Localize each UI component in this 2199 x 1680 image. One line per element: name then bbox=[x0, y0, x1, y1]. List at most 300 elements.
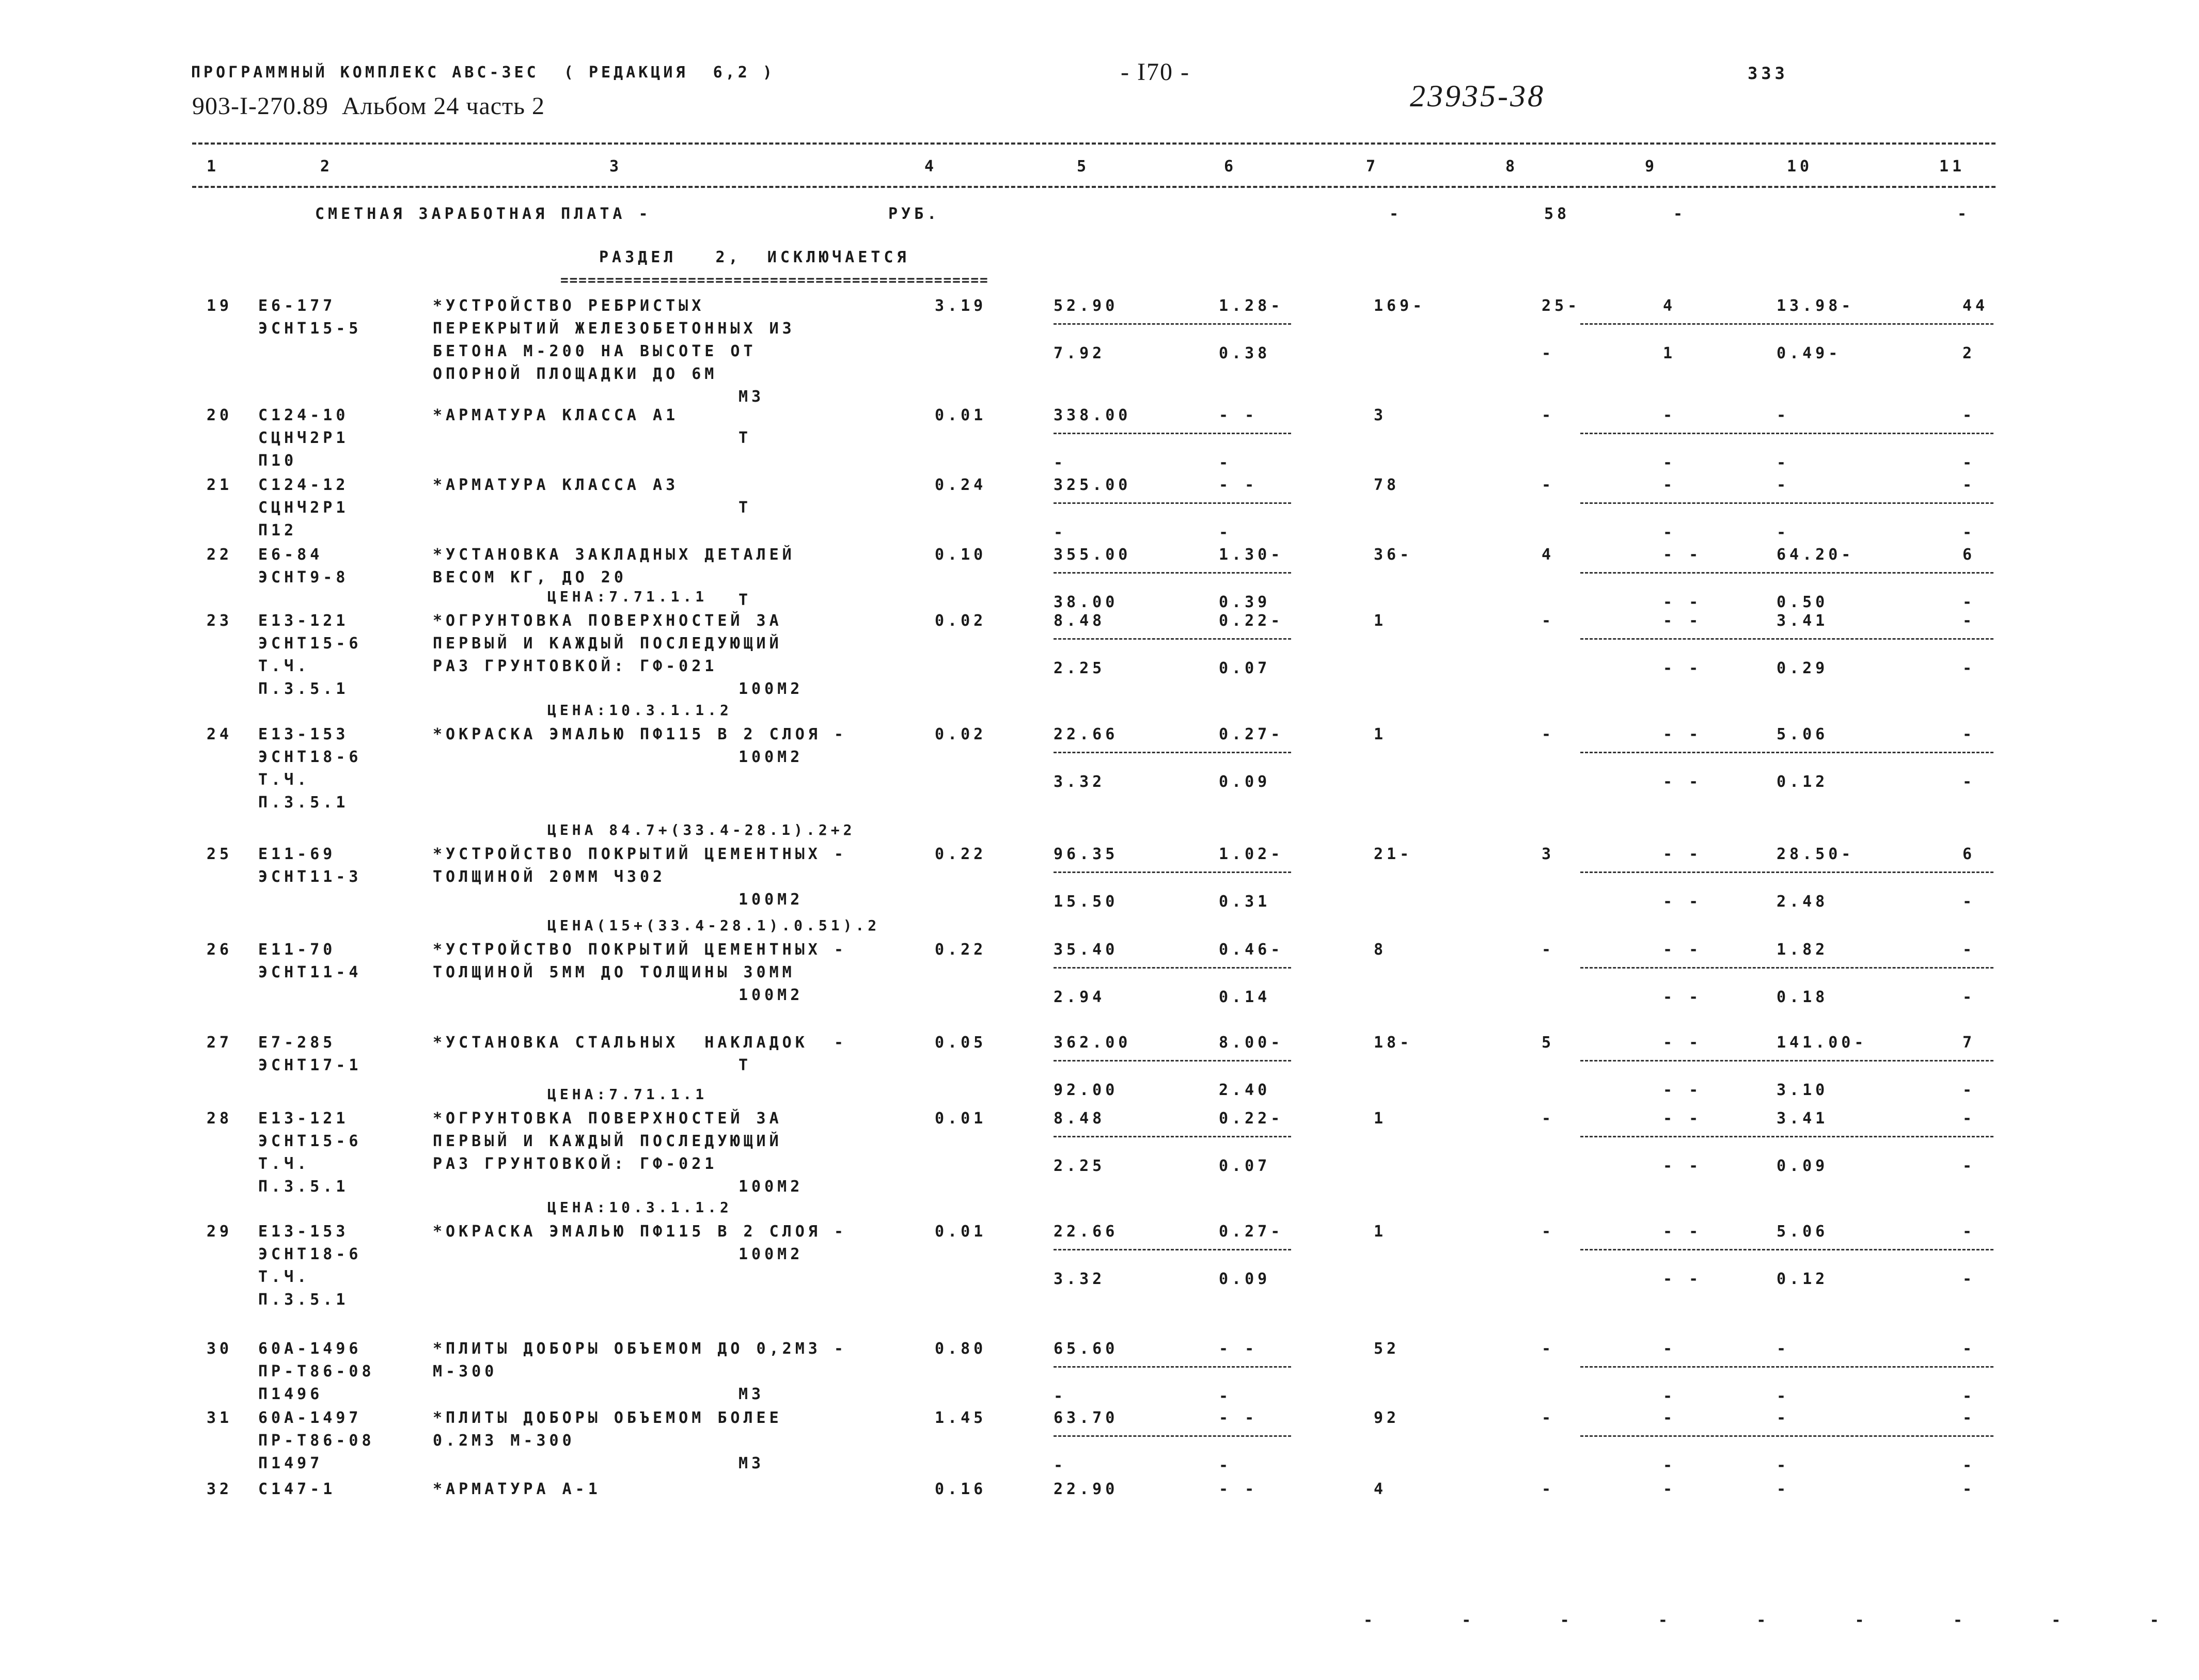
row-col10: 28.50- bbox=[1777, 845, 1855, 863]
row-unit: М3 bbox=[739, 1385, 765, 1403]
row-wage-price: 0.27- bbox=[1219, 725, 1284, 743]
section-underline: =============================================== bbox=[560, 273, 989, 288]
summary-unit: РУБ. bbox=[888, 205, 940, 223]
row-col10: - bbox=[1777, 1340, 1790, 1358]
row-unit-price-wage: 92.00 bbox=[1054, 1081, 1119, 1099]
row-number: 22 bbox=[207, 546, 233, 564]
row-number: 30 bbox=[207, 1340, 233, 1358]
row-col11-sub: - bbox=[1962, 593, 1976, 611]
row-col8: - bbox=[1542, 1223, 1555, 1241]
row-subline-rule bbox=[1580, 638, 1993, 640]
row-description: ПЕРЕКРЫТИЙ ЖЕЛЕЗОБЕТОННЫХ ИЗ bbox=[433, 320, 795, 338]
row-col10: 1.82 bbox=[1777, 941, 1829, 959]
row-description: *ОКРАСКА ЭМАЛЬЮ ПФ115 В 2 СЛОЯ - bbox=[433, 725, 847, 743]
row-col10-sub: - bbox=[1777, 1387, 1790, 1405]
row-unit-price: 338.00 bbox=[1054, 406, 1132, 424]
row-col11-sub: - bbox=[1962, 1387, 1976, 1405]
row-col10: 5.06 bbox=[1777, 1223, 1829, 1241]
row-unit: Т bbox=[739, 1056, 752, 1074]
row-description: ПЕРВЫЙ И КАЖДЫЙ ПОСЛЕДУЮЩИЙ bbox=[433, 1132, 782, 1150]
row-quantity: 0.10 bbox=[935, 546, 987, 564]
row-description: *УСТАНОВКА ЗАКЛАДНЫХ ДЕТАЛЕЙ bbox=[433, 546, 795, 564]
row-wage-sub: - bbox=[1219, 1387, 1232, 1405]
row-col8: - bbox=[1542, 476, 1555, 494]
table-head-rule bbox=[192, 186, 1996, 188]
row-price-note: ЦЕНА(15+(33.4-28.1).0.51).2 bbox=[547, 917, 881, 934]
row-col9: - - bbox=[1663, 1110, 1702, 1128]
row-description: *ОГРУНТОВКА ПОВЕРХНОСТЕЙ ЗА bbox=[433, 612, 782, 630]
row-col9-sub: - - bbox=[1663, 988, 1702, 1006]
row-unit-price: 22.90 bbox=[1054, 1480, 1119, 1498]
column-number-6: 6 bbox=[1224, 157, 1237, 176]
row-quantity: 0.80 bbox=[935, 1340, 987, 1358]
row-description: *УСТАНОВКА СТАЛЬНЫХ НАКЛАДОК - bbox=[433, 1034, 847, 1052]
row-code: ЭСНТ11-3 bbox=[258, 868, 362, 886]
row-col11-sub: - bbox=[1962, 524, 1976, 542]
row-total-cost: 1 bbox=[1374, 1110, 1387, 1128]
row-code: Т.Ч. bbox=[258, 657, 310, 675]
column-number-2: 2 bbox=[320, 157, 334, 176]
row-unit: 100М2 bbox=[739, 1245, 804, 1263]
row-wage-sub: 0.38 bbox=[1219, 344, 1271, 362]
row-total-cost: 21- bbox=[1374, 845, 1413, 863]
row-unit: 100М2 bbox=[739, 748, 804, 766]
row-wage-price: 1.28- bbox=[1219, 297, 1284, 315]
row-col9: - bbox=[1663, 476, 1676, 494]
row-description: *АРМАТУРА КЛАССА А3 bbox=[433, 476, 679, 494]
row-unit-price: 325.00 bbox=[1054, 476, 1132, 494]
row-number: 19 bbox=[207, 297, 233, 315]
row-code: Е13-121 bbox=[258, 1110, 349, 1128]
row-description: *ПЛИТЫ ДОБОРЫ ОБЪЕМОМ ДО 0,2М3 - bbox=[433, 1340, 847, 1358]
row-col9-sub: - - bbox=[1663, 1157, 1702, 1175]
row-wage-price: - - bbox=[1219, 1480, 1258, 1498]
row-subline-rule bbox=[1054, 1136, 1291, 1137]
row-col8: - bbox=[1542, 941, 1555, 959]
column-number-1: 1 bbox=[207, 157, 220, 176]
row-unit-price-wage: - bbox=[1054, 454, 1067, 472]
row-code: П1497 bbox=[258, 1454, 323, 1472]
row-code: ПР-Т86-08 bbox=[258, 1432, 375, 1450]
album-reference: 903-I-270.89 Альбом 24 часть 2 bbox=[192, 92, 545, 120]
row-col10-sub: 0.50 bbox=[1777, 593, 1829, 611]
row-col9: 4 bbox=[1663, 297, 1676, 315]
row-col11-sub: - bbox=[1962, 454, 1976, 472]
column-number-8: 8 bbox=[1505, 157, 1519, 176]
row-code: Т.Ч. bbox=[258, 1268, 310, 1286]
row-description: *АРМАТУРА КЛАССА А1 bbox=[433, 406, 679, 424]
footer-dashes: - - - - - - - - - bbox=[1363, 1611, 2170, 1629]
row-total-cost: 3 bbox=[1374, 406, 1387, 424]
row-code: Е13-121 bbox=[258, 612, 349, 630]
row-total-cost: 4 bbox=[1374, 1480, 1387, 1498]
row-col10-sub: 0.29 bbox=[1777, 659, 1829, 677]
row-code: ПР-Т86-08 bbox=[258, 1362, 375, 1381]
row-col11: - bbox=[1962, 406, 1976, 424]
row-col11-sub: - bbox=[1962, 1270, 1976, 1288]
row-number: 23 bbox=[207, 612, 233, 630]
row-col11: - bbox=[1962, 941, 1976, 959]
row-unit-price-wage: 3.32 bbox=[1054, 1270, 1106, 1288]
row-code: СЦНЧ2Р1 bbox=[258, 499, 349, 517]
row-code: ЭСНТ18-6 bbox=[258, 1245, 362, 1263]
row-number: 29 bbox=[207, 1223, 233, 1241]
row-col9-sub: - - bbox=[1663, 893, 1702, 911]
row-total-cost: 1 bbox=[1374, 1223, 1387, 1241]
row-subline-rule bbox=[1054, 433, 1291, 434]
row-description: ОПОРНОЙ ПЛОЩАДКИ ДО 6М bbox=[433, 365, 718, 383]
row-unit: 100М2 bbox=[739, 680, 804, 698]
row-col10-sub: 3.10 bbox=[1777, 1081, 1829, 1099]
column-number-9: 9 bbox=[1645, 157, 1658, 176]
row-col10: 5.06 bbox=[1777, 725, 1829, 743]
row-unit: М3 bbox=[739, 388, 765, 406]
row-description: *УСТРОЙСТВО ПОКРЫТИЙ ЦЕМЕНТНЫХ - bbox=[433, 941, 847, 959]
row-col8: 5 bbox=[1542, 1034, 1555, 1052]
row-unit-price-wage: 7.92 bbox=[1054, 344, 1106, 362]
row-col11-sub: - bbox=[1962, 1157, 1976, 1175]
row-number: 21 bbox=[207, 476, 233, 494]
row-total-cost: 1 bbox=[1374, 612, 1387, 630]
row-description: ТОЛЩИНОЙ 20ММ Ч302 bbox=[433, 868, 666, 886]
row-total-cost: 52 bbox=[1374, 1340, 1400, 1358]
row-col10: 3.41 bbox=[1777, 612, 1829, 630]
row-subline-rule bbox=[1054, 1060, 1291, 1061]
row-col9: - bbox=[1663, 1409, 1676, 1427]
row-col11: - bbox=[1962, 1480, 1976, 1498]
row-total-cost: 78 bbox=[1374, 476, 1400, 494]
row-unit: Т bbox=[739, 591, 752, 609]
row-total-cost: 36- bbox=[1374, 546, 1413, 564]
page-number: - I70 - bbox=[1121, 58, 1190, 86]
row-wage-price: 0.27- bbox=[1219, 1223, 1284, 1241]
row-col10-sub: 2.48 bbox=[1777, 893, 1829, 911]
section-title: РАЗДЕЛ 2, ИСКЛЮЧАЕТСЯ bbox=[599, 248, 910, 266]
row-total-cost: 1 bbox=[1374, 725, 1387, 743]
row-quantity: 0.24 bbox=[935, 476, 987, 494]
row-wage-price: 1.30- bbox=[1219, 546, 1284, 564]
row-price-note: ЦЕНА:10.3.1.1.2 bbox=[547, 1199, 732, 1216]
row-wage-sub: 0.07 bbox=[1219, 1157, 1271, 1175]
row-code: П.3.5.1 bbox=[258, 794, 349, 812]
row-col9-sub: 1 bbox=[1663, 344, 1676, 362]
row-wage-sub: 0.39 bbox=[1219, 593, 1271, 611]
row-unit-price-wage: 15.50 bbox=[1054, 893, 1119, 911]
row-code: С147-1 bbox=[258, 1480, 336, 1498]
row-col11: - bbox=[1962, 612, 1976, 630]
row-wage-price: - - bbox=[1219, 1340, 1258, 1358]
row-col8: 25- bbox=[1542, 297, 1581, 315]
row-col10-sub: 0.12 bbox=[1777, 1270, 1829, 1288]
row-subline-rule bbox=[1054, 323, 1291, 325]
row-code: П1496 bbox=[258, 1385, 323, 1403]
row-unit-price-wage: 38.00 bbox=[1054, 593, 1119, 611]
row-subline-rule bbox=[1054, 572, 1291, 574]
row-wage-sub: 0.09 bbox=[1219, 1270, 1271, 1288]
row-col8: - bbox=[1542, 1409, 1555, 1427]
row-wage-sub: 0.31 bbox=[1219, 893, 1271, 911]
row-col8: - bbox=[1542, 1110, 1555, 1128]
summary-c11: - bbox=[1957, 205, 1971, 223]
row-col11: - bbox=[1962, 725, 1976, 743]
row-col11: 44 bbox=[1962, 297, 1989, 315]
row-code: СЦНЧ2Р1 bbox=[258, 429, 349, 447]
row-wage-price: 1.02- bbox=[1219, 845, 1284, 863]
summary-c8: 58 bbox=[1544, 205, 1570, 223]
summary-c7: - bbox=[1389, 205, 1403, 223]
row-unit: 100М2 bbox=[739, 986, 804, 1004]
row-unit-price: 355.00 bbox=[1054, 546, 1132, 564]
row-col9-sub: - bbox=[1663, 1456, 1676, 1475]
row-subline-rule bbox=[1580, 572, 1993, 574]
row-subline-rule bbox=[1580, 433, 1993, 434]
row-unit-price: 35.40 bbox=[1054, 941, 1119, 959]
row-col11: 7 bbox=[1962, 1034, 1976, 1052]
row-number: 26 bbox=[207, 941, 233, 959]
row-col9: - - bbox=[1663, 1034, 1702, 1052]
row-col9-sub: - - bbox=[1663, 1270, 1702, 1288]
row-code: ЭСНТ17-1 bbox=[258, 1056, 362, 1074]
row-description: ВЕСОМ КГ, ДО 20 bbox=[433, 568, 627, 587]
row-subline-rule bbox=[1054, 967, 1291, 969]
row-code: П12 bbox=[258, 521, 297, 540]
row-col10: - bbox=[1777, 476, 1790, 494]
row-col11: - bbox=[1962, 1110, 1976, 1128]
row-col9-sub: - bbox=[1663, 454, 1676, 472]
row-quantity: 0.01 bbox=[935, 1110, 987, 1128]
sheet-number: 333 bbox=[1748, 64, 1788, 83]
row-subline-rule bbox=[1054, 1366, 1291, 1368]
row-code: ЭСНТ15-6 bbox=[258, 635, 362, 653]
row-code: П10 bbox=[258, 452, 297, 470]
row-subline-rule bbox=[1054, 1435, 1291, 1437]
row-description: М-300 bbox=[433, 1362, 498, 1381]
row-col9-sub: - bbox=[1663, 524, 1676, 542]
row-description: *АРМАТУРА А-1 bbox=[433, 1480, 601, 1498]
column-number-7: 7 bbox=[1366, 157, 1379, 176]
row-col11: 6 bbox=[1962, 546, 1976, 564]
row-quantity: 0.22 bbox=[935, 941, 987, 959]
row-code: Е13-153 bbox=[258, 1223, 349, 1241]
row-code: ЭСНТ9-8 bbox=[258, 568, 349, 587]
row-wage-sub: 0.14 bbox=[1219, 988, 1271, 1006]
row-col11: - bbox=[1962, 1409, 1976, 1427]
row-code: 60А-1497 bbox=[258, 1409, 362, 1427]
row-number: 24 bbox=[207, 725, 233, 743]
row-col9: - bbox=[1663, 1480, 1676, 1498]
row-code: ЭСНТ18-6 bbox=[258, 748, 362, 766]
row-unit-price: 65.60 bbox=[1054, 1340, 1119, 1358]
row-code: 60А-1496 bbox=[258, 1340, 362, 1358]
row-col11-sub: - bbox=[1962, 893, 1976, 911]
row-code: С124-10 bbox=[258, 406, 349, 424]
row-description: *ОКРАСКА ЭМАЛЬЮ ПФ115 В 2 СЛОЯ - bbox=[433, 1223, 847, 1241]
row-unit-price-wage: - bbox=[1054, 1456, 1067, 1475]
row-col10: 141.00- bbox=[1777, 1034, 1867, 1052]
row-quantity: 0.01 bbox=[935, 1223, 987, 1241]
row-col10-sub: - bbox=[1777, 454, 1790, 472]
row-subline-rule bbox=[1580, 323, 1993, 325]
row-number: 32 bbox=[207, 1480, 233, 1498]
row-total-cost: 92 bbox=[1374, 1409, 1400, 1427]
row-quantity: 0.22 bbox=[935, 845, 987, 863]
row-unit-price-wage: 2.25 bbox=[1054, 1157, 1106, 1175]
row-wage-sub: - bbox=[1219, 1456, 1232, 1475]
column-number-3: 3 bbox=[609, 157, 623, 176]
program-header: ПРОГРАММНЫЙ КОМПЛЕКС АВС-ЗЕС ( РЕДАКЦИЯ 6,2 ) bbox=[191, 64, 775, 82]
row-col8: - bbox=[1542, 612, 1555, 630]
row-wage-price: 0.46- bbox=[1219, 941, 1284, 959]
row-code: Е11-69 bbox=[258, 845, 336, 863]
row-col11: - bbox=[1962, 1223, 1976, 1241]
row-subline-rule bbox=[1054, 752, 1291, 753]
row-wage-sub: - bbox=[1219, 454, 1232, 472]
row-quantity: 0.16 bbox=[935, 1480, 987, 1498]
row-quantity: 0.02 bbox=[935, 612, 987, 630]
row-col10: - bbox=[1777, 1480, 1790, 1498]
row-col10-sub: 0.49- bbox=[1777, 344, 1842, 362]
row-col11-sub: 2 bbox=[1962, 344, 1976, 362]
row-unit-price-wage: 2.94 bbox=[1054, 988, 1106, 1006]
row-subline-rule bbox=[1580, 1366, 1993, 1368]
row-subline-rule bbox=[1054, 502, 1291, 504]
row-description: РАЗ ГРУНТОВКОЙ: ГФ-021 bbox=[433, 657, 718, 675]
row-unit-price-wage: 2.25 bbox=[1054, 659, 1106, 677]
row-col9: - - bbox=[1663, 612, 1702, 630]
row-col11-sub: - bbox=[1962, 773, 1976, 791]
row-description: ПЕРВЫЙ И КАЖДЫЙ ПОСЛЕДУЮЩИЙ bbox=[433, 635, 782, 653]
row-col9: - - bbox=[1663, 546, 1702, 564]
row-col10: - bbox=[1777, 406, 1790, 424]
row-unit-price-wage: - bbox=[1054, 1387, 1067, 1405]
row-col11-sub: - bbox=[1962, 988, 1976, 1006]
row-number: 27 bbox=[207, 1034, 233, 1052]
row-quantity: 0.02 bbox=[935, 725, 987, 743]
row-col8: - bbox=[1542, 1340, 1555, 1358]
row-code: П.3.5.1 bbox=[258, 680, 349, 698]
row-col10: 64.20- bbox=[1777, 546, 1855, 564]
row-col8: 4 bbox=[1542, 546, 1555, 564]
row-unit-price: 362.00 bbox=[1054, 1034, 1132, 1052]
row-subline-rule bbox=[1580, 1249, 1993, 1250]
column-number-5: 5 bbox=[1077, 157, 1090, 176]
row-unit-price-wage: - bbox=[1054, 524, 1067, 542]
row-col10: 13.98- bbox=[1777, 297, 1855, 315]
row-unit-price-wage: 3.32 bbox=[1054, 773, 1106, 791]
row-col8: - bbox=[1542, 1480, 1555, 1498]
row-col9-sub: - - bbox=[1663, 1081, 1702, 1099]
row-col9: - bbox=[1663, 1340, 1676, 1358]
row-wage-sub: 0.09 bbox=[1219, 773, 1271, 791]
row-col11: - bbox=[1962, 476, 1976, 494]
row-subline-rule bbox=[1580, 967, 1993, 969]
row-description: РАЗ ГРУНТОВКОЙ: ГФ-021 bbox=[433, 1155, 718, 1173]
row-wage-price: 0.22- bbox=[1219, 612, 1284, 630]
row-price-note: ЦЕНА:7.71.1.1 bbox=[547, 1086, 708, 1103]
row-subline-rule bbox=[1054, 871, 1291, 873]
row-code: С124-12 bbox=[258, 476, 349, 494]
row-code: Е13-153 bbox=[258, 725, 349, 743]
row-subline-rule bbox=[1580, 1136, 1993, 1137]
row-unit: 100М2 bbox=[739, 891, 804, 909]
row-description: *ПЛИТЫ ДОБОРЫ ОБЪЕМОМ БОЛЕЕ bbox=[433, 1409, 782, 1427]
document-number: 23935-38 bbox=[1410, 79, 1545, 113]
row-col8-sub: - bbox=[1542, 344, 1555, 362]
row-subline-rule bbox=[1054, 638, 1291, 640]
row-wage-price: - - bbox=[1219, 406, 1258, 424]
row-code: ЭСНТ15-5 bbox=[258, 320, 362, 338]
row-unit-price: 8.48 bbox=[1054, 612, 1106, 630]
row-col8: - bbox=[1542, 406, 1555, 424]
row-col10-sub: - bbox=[1777, 524, 1790, 542]
summary-c9: - bbox=[1673, 205, 1687, 223]
row-col9-sub: - bbox=[1663, 1387, 1676, 1405]
row-col10-sub: - bbox=[1777, 1456, 1790, 1475]
row-quantity: 0.05 bbox=[935, 1034, 987, 1052]
column-number-10: 10 bbox=[1787, 157, 1813, 176]
column-number-4: 4 bbox=[924, 157, 938, 176]
row-unit-price: 22.66 bbox=[1054, 725, 1119, 743]
row-unit-price: 22.66 bbox=[1054, 1223, 1119, 1241]
row-unit-price: 52.90 bbox=[1054, 297, 1119, 315]
row-code: Т.Ч. bbox=[258, 1155, 310, 1173]
row-code: Е11-70 bbox=[258, 941, 336, 959]
row-unit: Т bbox=[739, 499, 752, 517]
row-col11-sub: - bbox=[1962, 1081, 1976, 1099]
row-description: *УСТРОЙСТВО ПОКРЫТИЙ ЦЕМЕНТНЫХ - bbox=[433, 845, 847, 863]
row-description: 0.2М3 М-300 bbox=[433, 1432, 575, 1450]
row-col9-sub: - - bbox=[1663, 773, 1702, 791]
row-col11-sub: - bbox=[1962, 1456, 1976, 1475]
row-col10-sub: 0.09 bbox=[1777, 1157, 1829, 1175]
row-description: ТОЛЩИНОЙ 5ММ ДО ТОЛЩИНЫ 30ММ bbox=[433, 963, 795, 981]
row-wage-sub: 0.07 bbox=[1219, 659, 1271, 677]
row-total-cost: 18- bbox=[1374, 1034, 1413, 1052]
row-code: Е6-84 bbox=[258, 546, 323, 564]
row-subline-rule bbox=[1580, 502, 1993, 504]
row-unit-price: 63.70 bbox=[1054, 1409, 1119, 1427]
row-unit-price: 8.48 bbox=[1054, 1110, 1106, 1128]
row-col9: - bbox=[1663, 406, 1676, 424]
row-subline-rule bbox=[1054, 1249, 1291, 1250]
row-quantity: 3.19 bbox=[935, 297, 987, 315]
row-code: Е7-285 bbox=[258, 1034, 336, 1052]
row-subline-rule bbox=[1580, 752, 1993, 753]
row-wage-price: - - bbox=[1219, 476, 1258, 494]
row-wage-sub: - bbox=[1219, 524, 1232, 542]
row-description: *УСТРОЙСТВО РЕБРИСТЫХ bbox=[433, 297, 705, 315]
row-description: БЕТОНА М-200 НА ВЫСОТЕ ОТ bbox=[433, 342, 757, 360]
row-number: 31 bbox=[207, 1409, 233, 1427]
row-unit: Т bbox=[739, 429, 752, 447]
row-code: ЭСНТ11-4 bbox=[258, 963, 362, 981]
row-col10-sub: 0.12 bbox=[1777, 773, 1829, 791]
row-description: *ОГРУНТОВКА ПОВЕРХНОСТЕЙ ЗА bbox=[433, 1110, 782, 1128]
row-wage-price: 0.22- bbox=[1219, 1110, 1284, 1128]
row-total-cost: 169- bbox=[1374, 297, 1426, 315]
row-price-note: ЦЕНА:10.3.1.1.2 bbox=[547, 702, 732, 719]
row-price-note: ЦЕНА 84.7+(33.4-28.1).2+2 bbox=[547, 821, 856, 838]
row-col11: - bbox=[1962, 1340, 1976, 1358]
row-col10: - bbox=[1777, 1409, 1790, 1427]
row-col10-sub: 0.18 bbox=[1777, 988, 1829, 1006]
row-col9: - - bbox=[1663, 845, 1702, 863]
row-price-note: ЦЕНА:7.71.1.1 bbox=[547, 588, 708, 605]
row-unit: М3 bbox=[739, 1454, 765, 1472]
row-col11-sub: - bbox=[1962, 659, 1976, 677]
row-unit: 100М2 bbox=[739, 1178, 804, 1196]
row-code: П.3.5.1 bbox=[258, 1291, 349, 1309]
